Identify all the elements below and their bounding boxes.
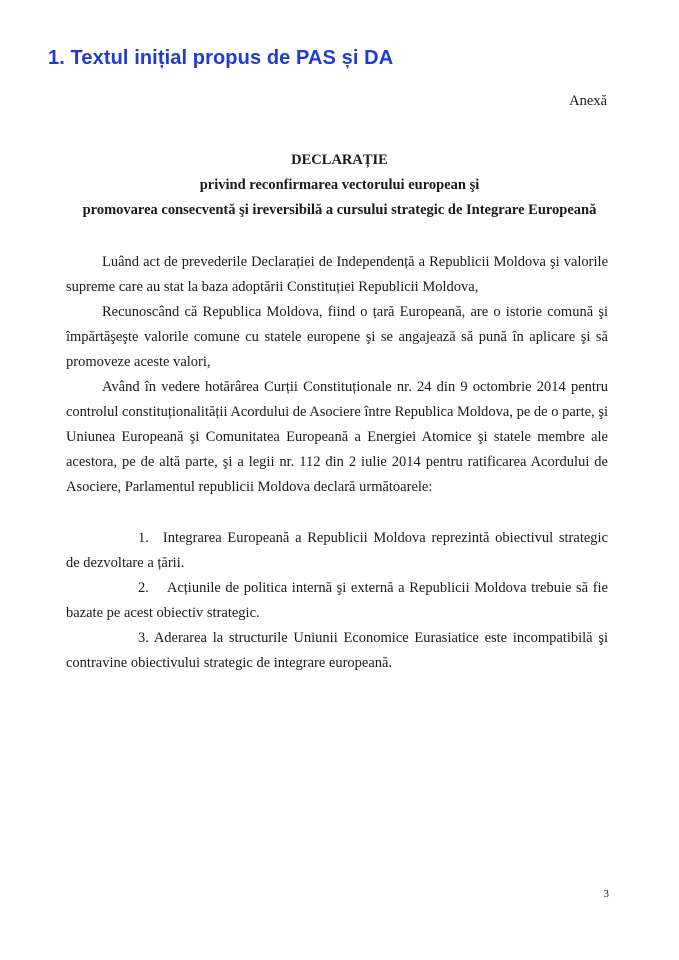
list-item-number: 3.	[138, 630, 149, 646]
numbered-list	[66, 526, 608, 676]
page-number: 3	[603, 888, 609, 900]
list-item	[66, 626, 608, 676]
title-line-2: privind reconfirmarea vectorului european şi	[199, 177, 480, 193]
list-item	[66, 526, 608, 576]
title-line-1: DECLARAȚIE	[291, 152, 388, 168]
section-heading: 1. Textul inițial propus de PAS și DA	[48, 47, 394, 69]
paragraph: Având în vedere hotărârea Curții Constituționale nr. 24 din 9 octombrie 2014 pentru controlul constituționalității Acordului de Asociere între Republica Moldova, pe de o parte, şi Uniunea Europeană şi Comunitatea Europeană a Energiei Atomice şi statele membre ale acestora, pe de altă parte, şi a legii nr. 112 din 2 iulie 2014 pentru ratificarea Acordului de Asociere, Parlamentul republicii Moldova declară următoarele:	[66, 379, 609, 495]
list-item-text: Aderarea la structurile Uniunii Economice Eurasiatice este incompatibilă şi contravine obiectivului strategic de integrare europeană.	[66, 630, 608, 671]
annex-label: Anexă	[569, 93, 607, 109]
list-item-text: Acțiunile de politica internă şi externă a Republicii Moldova trebuie să fie bazate pe acest obiectiv strategic.	[66, 580, 608, 621]
paragraph: Luând act de prevederile Declarației de Independență a Republicii Moldova şi valorile supreme care au stat la baza adoptării Constituției Republicii Moldova,	[66, 254, 608, 295]
document-body	[66, 250, 608, 676]
list-item	[66, 576, 608, 626]
list-item-number: 2.	[138, 580, 149, 596]
title-line-3: promovarea consecventă şi ireversibilă a cursului strategic de Integrare Europeană	[82, 202, 597, 218]
list-item-number: 1.	[138, 530, 149, 546]
list-item-text: Integrarea Europeană a Republicii Moldova reprezintă obiectivul strategic de dezvoltare a țării.	[66, 530, 608, 571]
declaration-title	[40, 148, 639, 223]
paragraph: Recunoscând că Republica Moldova, fiind o țară Europeană, are o istorie comună şi împărtăşeşte valorile comune cu statele europene şi se angajează să pună în aplicare şi să promoveze aceste valori,	[66, 304, 608, 370]
